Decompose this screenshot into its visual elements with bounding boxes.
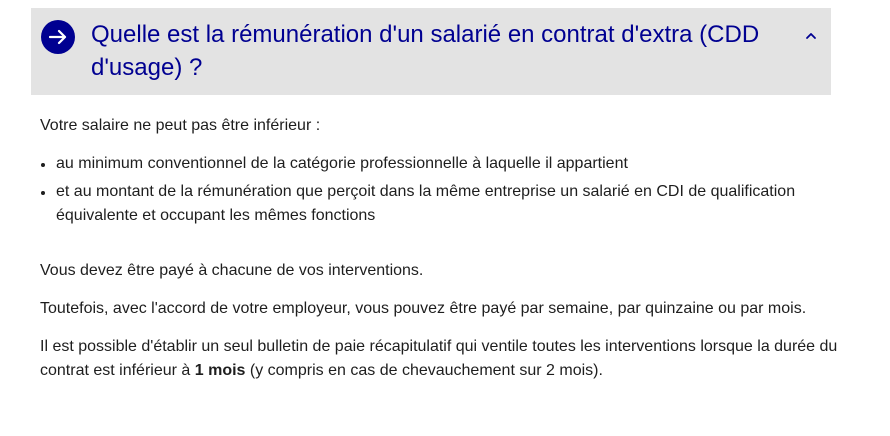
intro-text: Votre salaire ne peut pas être inférieur : [40, 117, 321, 134]
payslip-duration: 1 mois [194, 362, 246, 379]
accordion-content [40, 114, 840, 383]
chevron-up-icon[interactable] [801, 26, 821, 46]
accordion-header[interactable] [31, 8, 831, 95]
accordion-title[interactable]: Quelle est la rémunération d'un salarié en contrat d'extra (CDD d'usage) ? [91, 21, 760, 81]
conditions-list [40, 152, 840, 228]
paid-each-text: Vous devez être payé à chacune de vos interventions. [40, 262, 424, 279]
payslip-text-end: (y compris en cas de chevauchement sur 2 mois). [245, 362, 603, 379]
payment-frequency-text: Toutefois, avec l'accord de votre employeur, vous pouvez être payé par semaine, par quinzaine ou par mois. [40, 300, 807, 317]
list-item: et au montant de la rémunération que perçoit dans la même entreprise un salarié en CDI de qualification équivalente et occupant les mêmes fonctions [40, 180, 840, 228]
payslip-text [40, 335, 840, 383]
arrow-right-icon [41, 20, 75, 54]
payslip-text-start: Il est possible d'établir un seul bulletin de paie récapitulatif qui ventile toutes les interventions lorsque la durée du contrat est inférieur à [40, 338, 838, 379]
list-item: au minimum conventionnel de la catégorie professionnelle à laquelle il appartient [40, 152, 840, 176]
